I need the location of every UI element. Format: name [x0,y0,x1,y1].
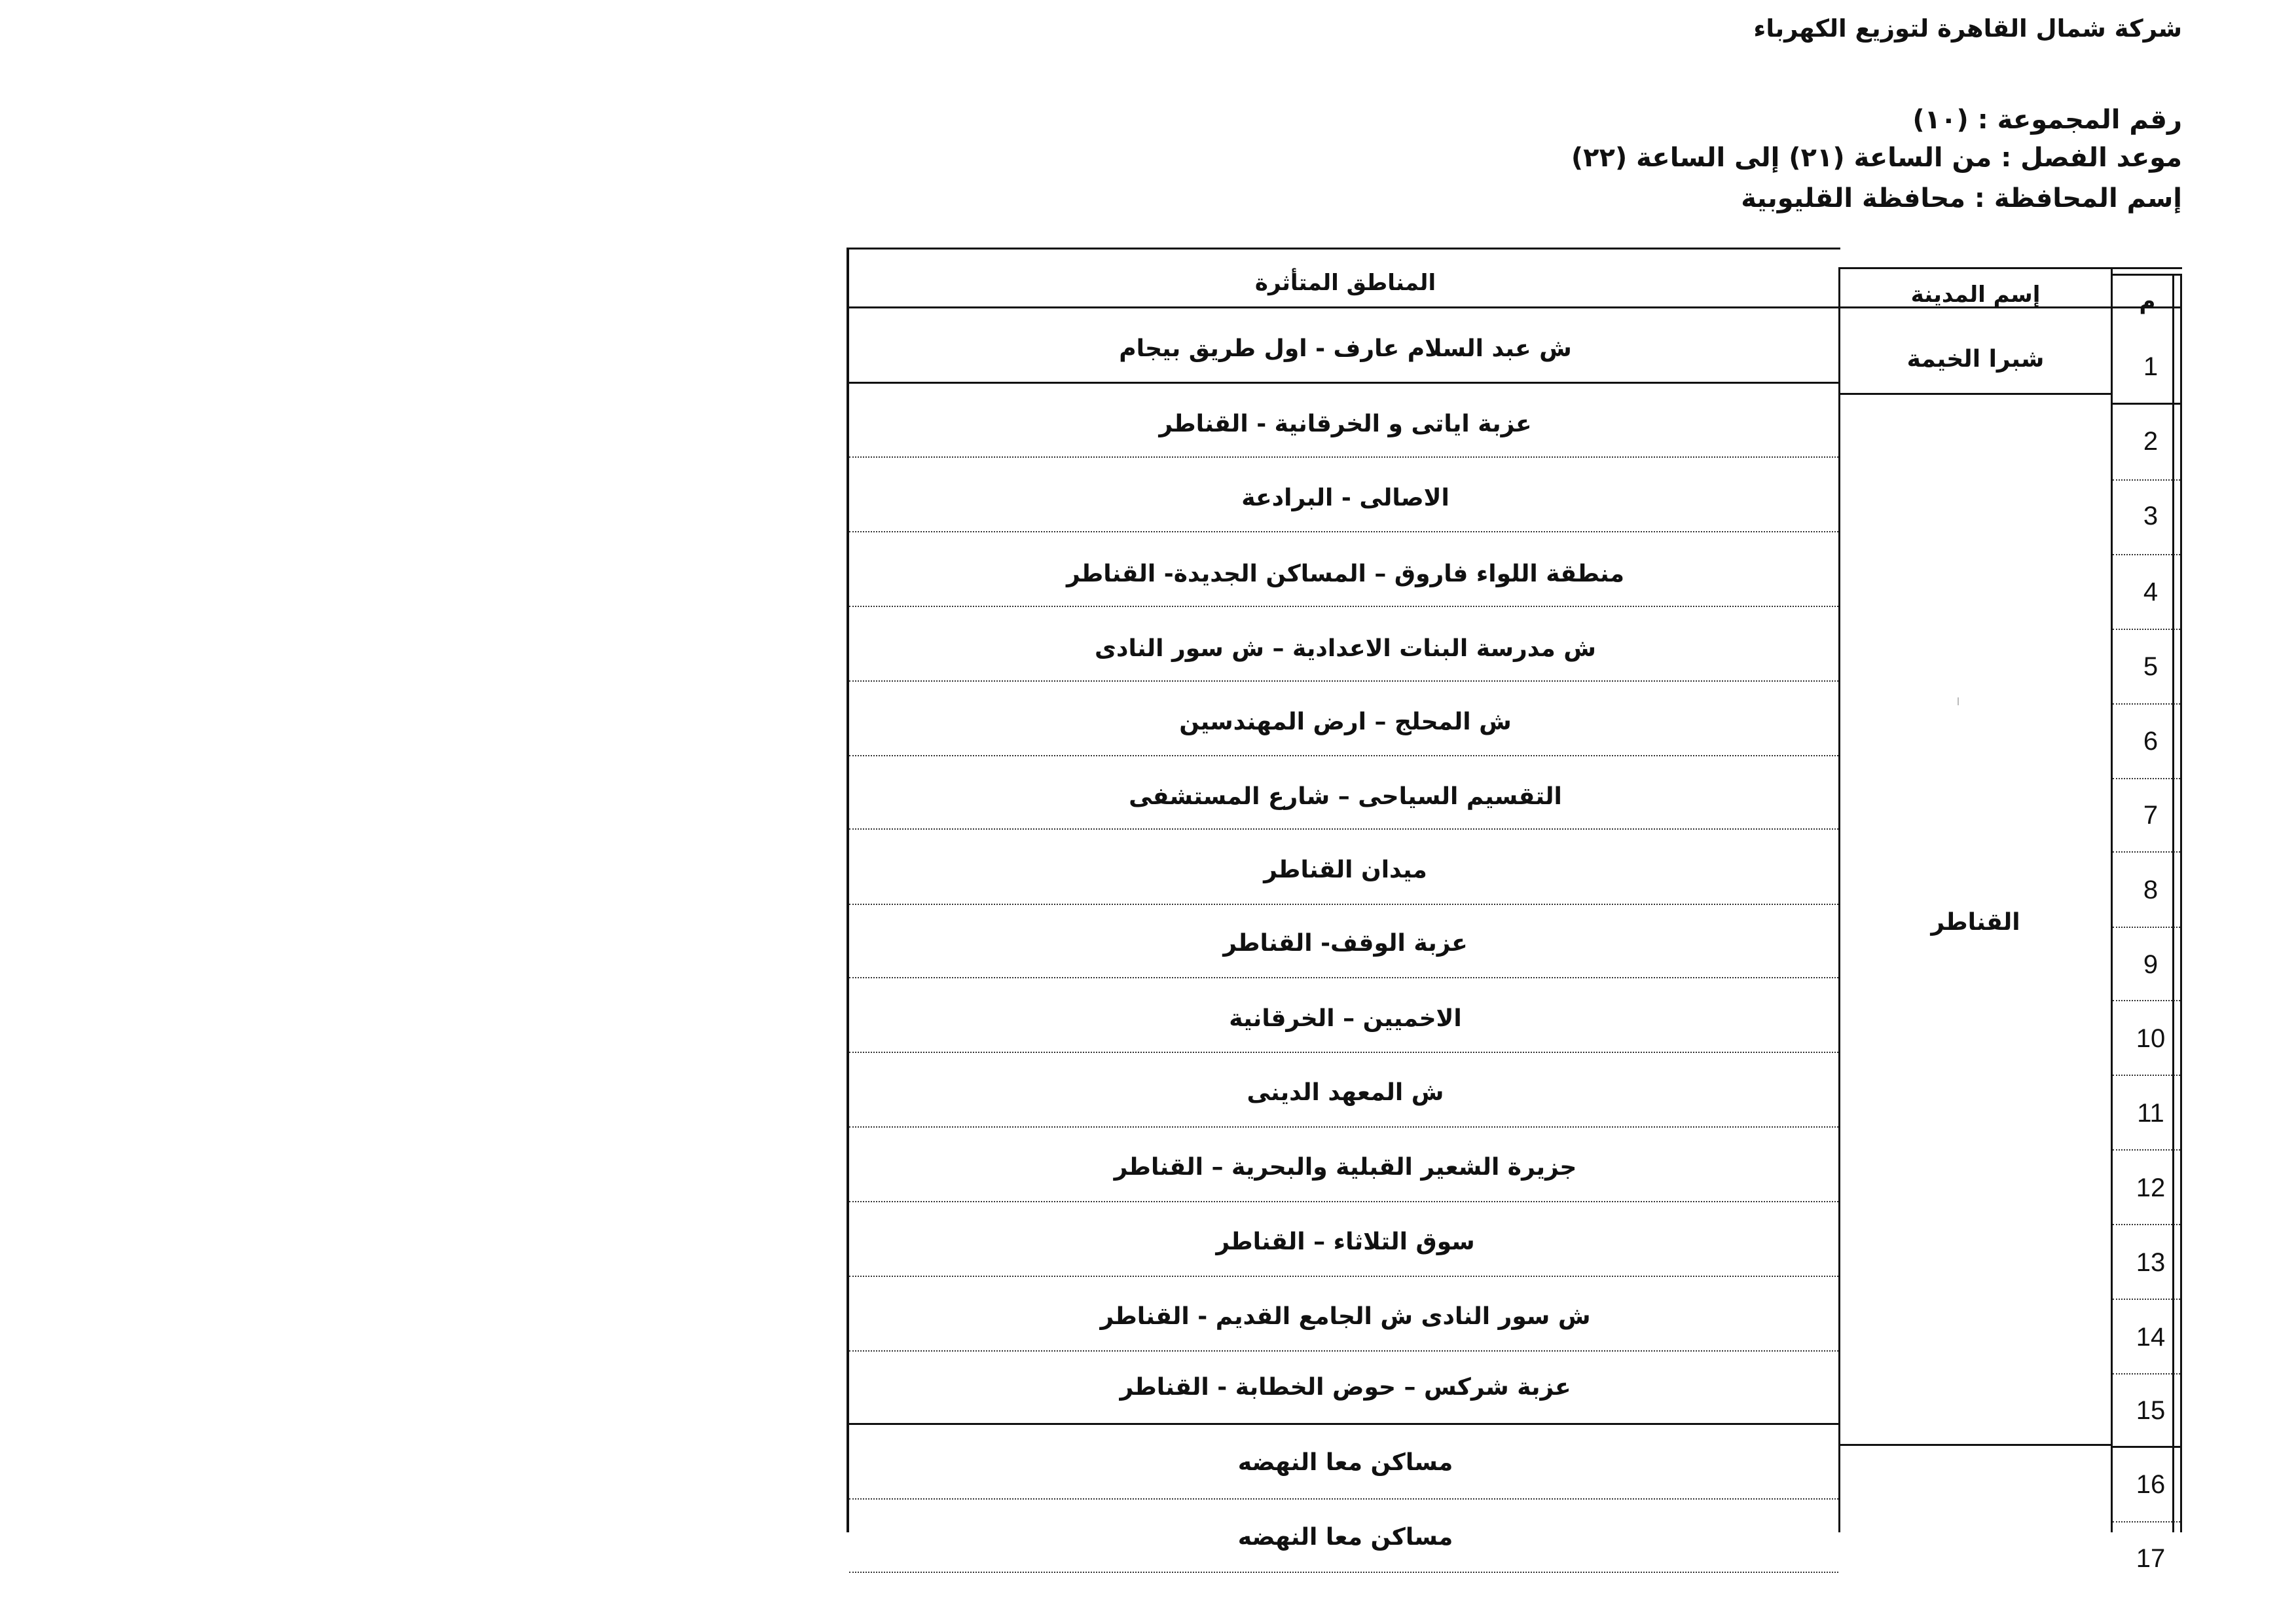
table-row-number: 1 [2143,352,2159,381]
city-separator [1838,393,2113,395]
row-separator [849,456,1838,458]
index-separator [2113,927,2180,928]
table-row-area: جزيرة الشعير القبلية والبحرية – القناطر [1114,1154,1577,1181]
table-row-number: 13 [2136,1248,2166,1277]
column-header-city: إسم المدينة [1910,282,2041,308]
index-separator [2113,479,2180,481]
row-separator [849,1201,1838,1202]
table-row-number: 12 [2136,1173,2166,1202]
row-separator [849,1350,1838,1352]
city-cell-qanater: القناطر [1931,909,2020,936]
row-separator [849,1126,1838,1128]
table-row-number: 8 [2143,876,2159,904]
row-separator [849,904,1838,905]
scan-speck [1958,697,1959,705]
city-index-divider [2111,267,2113,1532]
governorate-name: إسم المحافظة : محافظة القليوبية [1741,183,2182,213]
table-row-number: 5 [2143,652,2159,681]
table-row-number: 4 [2143,578,2159,606]
outage-schedule: موعد الفصل : من الساعة (٢١) إلى الساعة (٢٢) [1571,143,2182,173]
table-top-border-right [1838,267,2182,269]
table-row-area: عزبة شركس – حوض الخطابة - القناطر [1120,1374,1571,1401]
table-row-area: ش المحلج – ارض المهندسين [1179,709,1512,735]
column-header-index: م [2139,288,2156,314]
index-separator [2113,851,2180,853]
areas-city-divider [1838,267,1840,1532]
group-number: رقم المجموعة : (١٠) [1912,105,2182,135]
table-row-number: 9 [2143,950,2159,979]
row-separator [849,680,1838,682]
index-separator [2113,1000,2180,1001]
table-row-area: مساكن معا النهضه [1237,1449,1453,1476]
index-separator [2113,778,2180,779]
table-row-area: ش المعهد الدينى [1247,1079,1444,1106]
table-row-area: التقسيم السياحى – شارع المستشفى [1129,783,1562,810]
row-separator [849,531,1838,532]
city-separator [1838,1444,2113,1446]
index-separator [2111,403,2182,405]
index-separator [2113,1373,2180,1375]
table-row-area: الاخميين – الخرقانية [1229,1005,1462,1032]
table-row-area: منطقة اللواء فاروق – المساكن الجديدة- القناطر [1066,561,1625,587]
row-separator [847,382,1840,384]
index-separator [2113,1521,2180,1522]
table-row-number: 7 [2143,801,2159,830]
table-row-number: 14 [2136,1323,2166,1352]
table-row-number: 2 [2143,427,2159,456]
column-header-areas: المناطق المتأثرة [1254,270,1436,296]
table-top-border-index [2111,274,2182,276]
table-row-number: 3 [2143,502,2159,530]
row-separator [849,1052,1838,1053]
company-name: شركة شمال القاهرة لتوزيع الكهرباء [1753,14,2182,43]
table-row-number: 16 [2136,1470,2166,1499]
table-row-area: عزبة الوقف- القناطر [1223,930,1468,957]
city-cell-shubra: شبرا الخيمة [1906,346,2045,373]
table-row-area: سوق التلاثاء – القناطر [1216,1228,1475,1255]
row-separator [849,977,1838,978]
table-row-area: عزبة اياتى و الخرقانية - القناطر [1159,411,1532,437]
index-separator [2113,1149,2180,1151]
table-row-number: 10 [2136,1024,2166,1053]
table-row-number: 17 [2136,1544,2166,1573]
table-row-area: ش عبد السلام عارف - اول طريق بيجام [1119,335,1572,362]
table-row-area: مساكن معا النهضه [1237,1524,1453,1551]
table-row-area: ميدان القناطر [1264,857,1427,883]
row-separator [849,1498,1838,1500]
row-separator [849,1276,1838,1277]
index-separator [2113,1299,2180,1300]
table-left-border [847,248,849,1532]
row-separator [849,755,1838,756]
index-separator [2113,1224,2180,1225]
index-separator [2113,1075,2180,1076]
index-separator [2113,629,2180,630]
index-separator [2113,703,2180,705]
table-row-number: 11 [2137,1099,2164,1128]
table-row-number: 15 [2136,1396,2166,1425]
index-separator [2113,554,2180,555]
index-separator [2111,1446,2182,1448]
table-row-area: ش مدرسة البنات الاعدادية – ش سور النادى [1094,635,1596,662]
row-separator [849,606,1838,607]
table-top-border [847,248,1840,249]
row-separator [849,1572,1838,1573]
table-row-number: 6 [2143,727,2159,756]
city-group-separator [847,1423,1840,1425]
table-row-area: ش سور النادى ش الجامع القديم - القناطر [1100,1303,1591,1330]
table-row-area: الاصالى - البرادعة [1241,485,1449,511]
row-separator [849,828,1838,830]
